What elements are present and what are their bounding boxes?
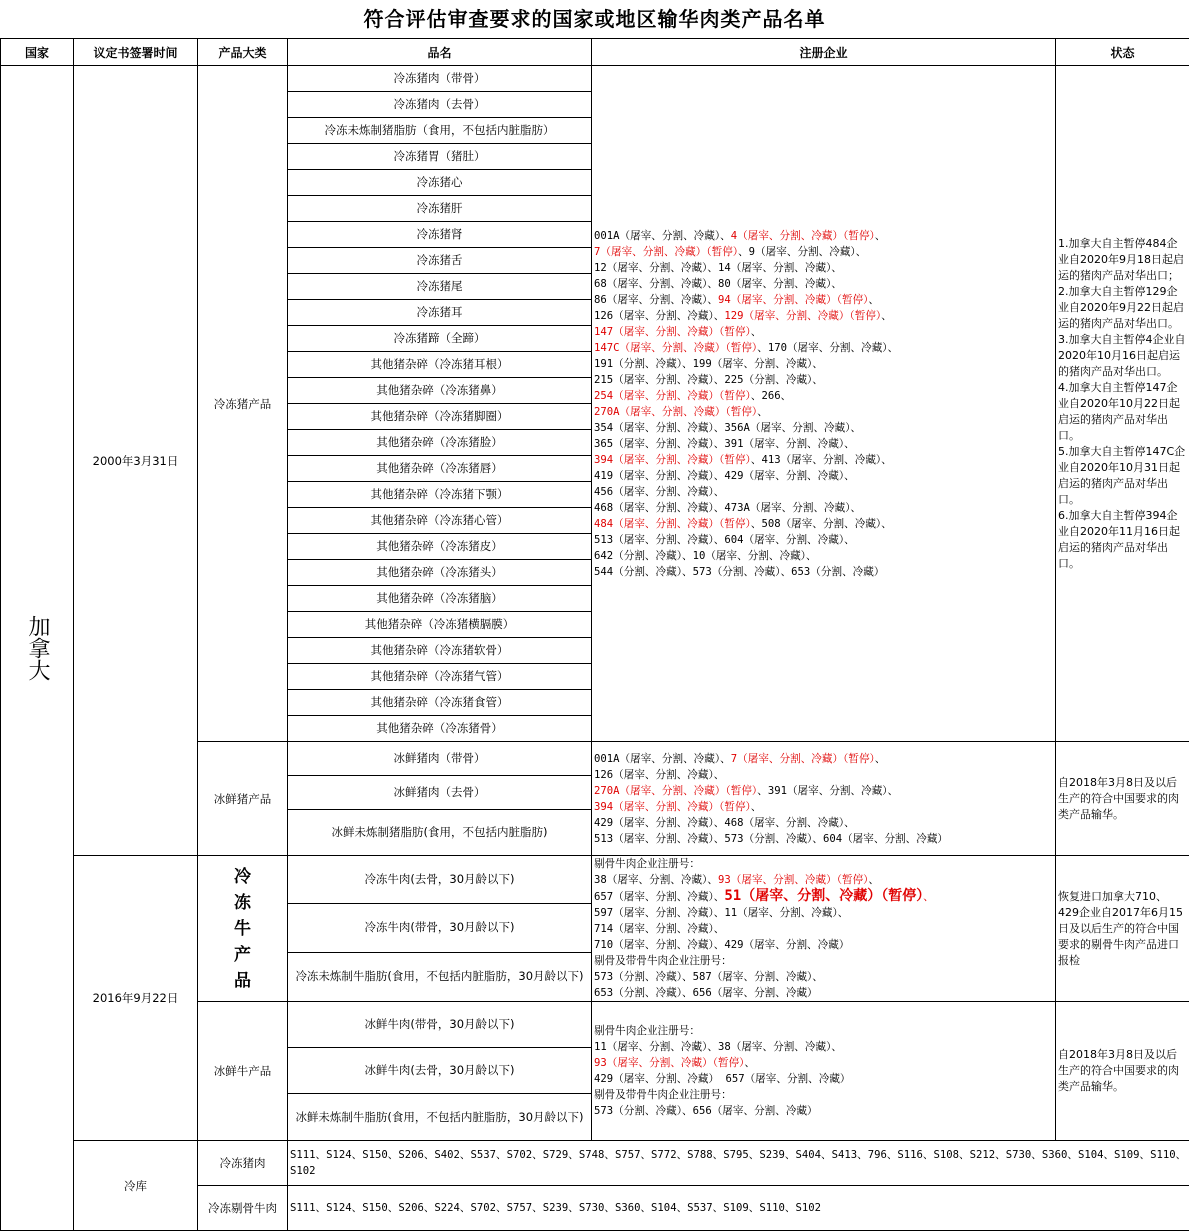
- product-name: 冷冻牛肉(带骨，30月龄以下): [288, 904, 592, 952]
- table-row: [1, 1141, 1189, 1186]
- enterprise-text: 、: [750, 800, 762, 813]
- enterprise-line: [594, 1087, 1053, 1103]
- cold-storage-beef-label: 冷冻剔骨牛肉: [198, 1186, 288, 1231]
- table-row: [1, 66, 1189, 92]
- enterprise-text: 191（分割、冷藏）、199（屠宰、分割、冷藏）、: [594, 357, 823, 370]
- product-name: 其他猪杂碎（冷冻猪脸）: [288, 430, 592, 456]
- product-category-vertical: 冷冻牛产品: [234, 866, 251, 991]
- enterprise-text: 429（屠宰、分割、冷藏） 657（屠宰、分割、冷藏）: [594, 1073, 851, 1085]
- enterprise-text: 、: [874, 752, 886, 765]
- product-name: 冷冻猪蹄（全蹄）: [288, 326, 592, 352]
- status-text: 自2018年3月8日及以后生产的符合中国要求的肉类产品输华。: [1058, 775, 1179, 821]
- header-category: 产品大类: [198, 39, 288, 66]
- enterprise-line: [594, 1039, 1053, 1055]
- enterprise-line: [594, 888, 1053, 905]
- product-name: 冷冻猪肉（去骨）: [288, 92, 592, 118]
- product-name: 其他猪杂碎（冷冻猪横膈膜）: [288, 612, 592, 638]
- suspended-enterprise: 94（屠宰、分割、冷藏）（暂停）: [718, 293, 869, 306]
- enterprise-text: 剔骨牛肉企业注册号：: [594, 1025, 700, 1037]
- enterprise-line: [594, 372, 1053, 388]
- product-name: 其他猪杂碎（冷冻猪皮）: [288, 534, 592, 560]
- product-name: 冷冻牛肉(去骨，30月龄以下): [288, 856, 592, 904]
- enterprise-line: [594, 985, 1053, 1001]
- enterprise-text: 68（屠宰、分割、冷藏）、80（屠宰、分割、冷藏）、: [594, 277, 842, 290]
- status-text: 1.加拿大自主暂停484企业自2020年9月18日起启运的猪肉产品对华出口； 2.加拿大自主暂停129企业自2020年9月22日起启运的猪肉产品对华出口。 3.加拿大自主暂停4企业自2020年10月16日起启运的猪肉产品对华出口。 4.加拿大自主暂停147企业自2020年10月22日起启运的猪肉产品对华出口。 5.加拿大自主暂停147C企业自2020年10月31日起启运的猪肉产品对华出口。 6.加拿大自主暂停394企业自2020年11月16日起启运的猪肉产品对华出口。: [1058, 236, 1186, 570]
- header-enterprise: 注册企业: [592, 39, 1056, 66]
- enterprise-line: [594, 1055, 1053, 1071]
- suspended-enterprise: 7（屠宰、分割、冷藏）（暂停）: [730, 752, 875, 765]
- product-name: 其他猪杂碎（冷冻猪唇）: [288, 456, 592, 482]
- product-name: 冷冻猪肝: [288, 196, 592, 222]
- enterprise-text: 456（屠宰、分割、冷藏）、: [594, 485, 725, 498]
- status-note: [1056, 1002, 1189, 1141]
- enterprise-text: 544（分割、冷藏）、573（分割、冷藏）、653（分割、冷藏）: [594, 565, 885, 578]
- product-name: 冰鲜未炼制猪脂肪(食用，不包括内脏脂肪): [288, 810, 592, 856]
- page-title: 符合评估审查要求的国家或地区输华肉类产品名单: [363, 7, 826, 31]
- enterprise-text: 468（屠宰、分割、冷藏）、473A（屠宰、分割、冷藏）、: [594, 501, 862, 514]
- enterprise-text: 、: [757, 405, 768, 418]
- enterprise-text: 714（屠宰、分割、冷藏）、: [594, 923, 725, 935]
- product-name: 冰鲜牛肉(带骨，30月龄以下): [288, 1002, 592, 1048]
- enterprise-line: [594, 783, 1053, 799]
- enterprise-text: 365（屠宰、分割、冷藏）、391（屠宰、分割、冷藏）、: [594, 437, 855, 450]
- product-category: 冰鲜猪产品: [198, 742, 288, 856]
- enterprise-line: [594, 436, 1053, 452]
- enterprise-line: [594, 276, 1053, 292]
- enterprise-text: 、266、: [750, 389, 792, 402]
- product-name: 冷冻未炼制牛脂肪(食用，不包括内脏脂肪，30月龄以下): [288, 952, 592, 1001]
- enterprise-line: [594, 905, 1053, 921]
- suspended-enterprise: 4（屠宰、分割、冷藏）（暂停）: [730, 229, 875, 242]
- status-text: 恢复进口加拿大710、429企业自2017年6月15日及以后生产的符合中国要求的剔骨牛肉产品进口报检: [1058, 889, 1183, 967]
- suspended-enterprise: 7（屠宰、分割、冷藏）（暂停）: [594, 245, 739, 258]
- product-name: 其他猪杂碎（冷冻猪脚圈）: [288, 404, 592, 430]
- enterprise-text: 710（屠宰、分割、冷藏）、429（屠宰、分割、冷藏）: [594, 939, 850, 951]
- enterprise-line: [594, 484, 1053, 500]
- enterprise-list: [592, 856, 1056, 1002]
- status-text: 自2018年3月8日及以后生产的符合中国要求的肉类产品输华。: [1058, 1048, 1179, 1093]
- product-name: 冷冻未炼制猪脂肪（食用，不包括内脏脂肪）: [288, 118, 592, 144]
- suspended-enterprise: 270A（屠宰、分割、冷藏）（暂停）: [594, 784, 758, 797]
- suspended-enterprise: 93（屠宰、分割、冷藏）（暂停）: [594, 1057, 745, 1069]
- header-product-name: 品名: [288, 39, 592, 66]
- header-sign-date: 议定书签署时间: [74, 39, 198, 66]
- suspended-enterprise: 129（屠宰、分割、冷藏）（暂停）: [724, 309, 882, 322]
- enterprise-line: [594, 228, 1053, 244]
- enterprise-line: [594, 532, 1053, 548]
- enterprise-text: 653（分割、冷藏）、656（屠宰、分割、冷藏）: [594, 987, 818, 999]
- product-category: [198, 856, 288, 1002]
- cold-storage-pork-label: 冷冻猪肉: [198, 1141, 288, 1186]
- suspended-enterprise: 394（屠宰、分割、冷藏）（暂停）: [594, 453, 751, 466]
- suspended-enterprise: 147（屠宰、分割、冷藏）（暂停）: [594, 325, 751, 338]
- meat-product-table: [0, 38, 1189, 1231]
- country-name: 加拿大: [25, 615, 50, 681]
- cold-storage-label: 冷库: [74, 1141, 198, 1231]
- product-name: 其他猪杂碎（冷冻猪头）: [288, 560, 592, 586]
- enterprise-text: 354（屠宰、分割、冷藏）、356A（屠宰、分割、冷藏）、: [594, 421, 862, 434]
- enterprise-line: [594, 856, 1053, 872]
- product-name: 其他猪杂碎（冷冻猪心管）: [288, 508, 592, 534]
- enterprise-line: [594, 751, 1053, 767]
- enterprise-list: [592, 742, 1056, 856]
- suspended-enterprise: 147C（屠宰、分割、冷藏）（暂停）: [594, 341, 758, 354]
- status-note: [1056, 66, 1189, 742]
- enterprise-text: 597（屠宰、分割、冷藏）、11（屠宰、分割、冷藏）、: [594, 907, 849, 919]
- enterprise-line: [594, 308, 1053, 324]
- enterprise-line: [594, 500, 1053, 516]
- enterprise-text: 、: [874, 229, 886, 242]
- status-note: [1056, 742, 1189, 856]
- enterprise-text: 、: [881, 309, 892, 322]
- enterprise-line: [594, 937, 1053, 953]
- enterprise-text: 419（屠宰、分割、冷藏）、429（屠宰、分割、冷藏）、: [594, 469, 855, 482]
- enterprise-text: 剔骨及带骨牛肉企业注册号：: [594, 955, 732, 967]
- header-country: 国家: [1, 39, 74, 66]
- suspended-enterprise: 270A（屠宰、分割、冷藏）（暂停）: [594, 405, 758, 418]
- product-name: 其他猪杂碎（冷冻猪气管）: [288, 664, 592, 690]
- enterprise-text: 642（分割、冷藏）、10（屠宰、分割、冷藏）、: [594, 549, 817, 562]
- enterprise-text: 429（屠宰、分割、冷藏）、468（屠宰、分割、冷藏）、: [594, 816, 855, 829]
- enterprise-text: 、391（屠宰、分割、冷藏）、: [757, 784, 899, 797]
- enterprise-text: 12（屠宰、分割、冷藏）、14（屠宰、分割、冷藏）、: [594, 261, 842, 274]
- enterprise-line: [594, 1071, 1053, 1087]
- enterprise-text: 573（分割、冷藏）、587（屠宰、分割、冷藏）、: [594, 971, 823, 983]
- enterprise-line: [594, 420, 1053, 436]
- product-name: 冰鲜猪肉（带骨）: [288, 742, 592, 776]
- product-name: 冷冻猪舌: [288, 248, 592, 274]
- product-name: 冰鲜牛肉(去骨，30月龄以下): [288, 1048, 592, 1094]
- enterprise-line: [594, 969, 1053, 985]
- enterprise-text: 、: [868, 874, 880, 886]
- enterprise-text: 126（屠宰、分割、冷藏）、: [594, 768, 725, 781]
- enterprise-line: [594, 244, 1053, 260]
- enterprise-text: 126（屠宰、分割、冷藏）、: [594, 309, 725, 322]
- suspended-enterprise: 394（屠宰、分割、冷藏）（暂停）: [594, 800, 751, 813]
- status-note: [1056, 856, 1189, 1002]
- enterprise-text: 38（屠宰、分割、冷藏）、: [594, 874, 718, 886]
- enterprise-text: 513（屠宰、分割、冷藏）、573（分割、冷藏）、604（屠宰、分割、冷藏）: [594, 832, 949, 845]
- enterprise-list: [592, 66, 1056, 742]
- enterprise-line: [594, 1103, 1053, 1119]
- product-name: 冷冻猪胃（猪肚）: [288, 144, 592, 170]
- product-name: 冷冻猪肾: [288, 222, 592, 248]
- country-cell: [1, 66, 74, 1231]
- enterprise-line: [594, 324, 1053, 340]
- enterprise-line: [594, 815, 1053, 831]
- suspended-enterprise: 484（屠宰、分割、冷藏）（暂停）: [594, 517, 751, 530]
- enterprise-text: 、: [744, 1057, 756, 1069]
- enterprise-line: [594, 921, 1053, 937]
- enterprise-text: 86（屠宰、分割、冷藏）、: [594, 293, 718, 306]
- product-name: 冷冻猪尾: [288, 274, 592, 300]
- product-name: 其他猪杂碎（冷冻猪脑）: [288, 586, 592, 612]
- enterprise-text: 513（屠宰、分割、冷藏）、604（屠宰、分割、冷藏）、: [594, 533, 855, 546]
- product-name: 冰鲜未炼制牛脂肪(食用，不包括内脏脂肪，30月龄以下): [288, 1094, 592, 1141]
- enterprise-text: 11（屠宰、分割、冷藏）、38（屠宰、分割、冷藏）、: [594, 1041, 842, 1053]
- product-name: 其他猪杂碎（冷冻猪耳根）: [288, 352, 592, 378]
- enterprise-list: [592, 1002, 1056, 1141]
- enterprise-line: [594, 831, 1053, 847]
- cold-storage-pork-list: S111、S124、S150、S206、S402、S537、S702、S729、S748、S757、S772、S788、S795、S239、S404、S413、796、S116、S108、S212、S730、S360、S104、S109、S110、S102: [288, 1141, 1189, 1186]
- enterprise-line: [594, 767, 1053, 783]
- product-category: 冷冻猪产品: [198, 66, 288, 742]
- table-header-row: [1, 39, 1189, 66]
- enterprise-text: 、: [868, 293, 880, 306]
- enterprise-text: 、170（屠宰、分割、冷藏）、: [757, 341, 899, 354]
- product-name: 冰鲜猪肉（去骨）: [288, 776, 592, 810]
- enterprise-text: 、413（屠宰、分割、冷藏）、: [750, 453, 892, 466]
- enterprise-text: 剔骨牛肉企业注册号：: [594, 858, 700, 870]
- sign-date: 2000年3月31日: [74, 66, 198, 856]
- product-name: 其他猪杂碎（冷冻猪软骨）: [288, 638, 592, 664]
- product-name: 其他猪杂碎（冷冻猪骨）: [288, 716, 592, 742]
- product-name: 其他猪杂碎（冷冻猪鼻）: [288, 378, 592, 404]
- enterprise-line: [594, 468, 1053, 484]
- suspended-enterprise: 254（屠宰、分割、冷藏）（暂停）: [594, 389, 751, 402]
- product-name: 冷冻猪肉（带骨）: [288, 66, 592, 92]
- product-name: 其他猪杂碎（冷冻猪下颚）: [288, 482, 592, 508]
- enterprise-line: [594, 564, 1053, 580]
- enterprise-text: 剔骨及带骨牛肉企业注册号：: [594, 1089, 732, 1101]
- enterprise-line: [594, 872, 1053, 888]
- enterprise-line: [594, 799, 1053, 815]
- enterprise-line: [594, 404, 1053, 420]
- enterprise-text: 001A（屠宰、分割、冷藏）、: [594, 229, 731, 242]
- suspended-enterprise: 51（屠宰、分割、冷藏）（暂停）: [724, 888, 924, 904]
- enterprise-line: [594, 1023, 1053, 1039]
- enterprise-text: 、508（屠宰、分割、冷藏）、: [750, 517, 892, 530]
- enterprise-line: [594, 292, 1053, 308]
- enterprise-line: [594, 260, 1053, 276]
- enterprise-line: [594, 340, 1053, 356]
- table-row: [1, 856, 1189, 904]
- product-name: 冷冻猪耳: [288, 300, 592, 326]
- enterprise-line: [594, 953, 1053, 969]
- enterprise-text: 001A（屠宰、分割、冷藏）、: [594, 752, 731, 765]
- enterprise-line: [594, 516, 1053, 532]
- product-category: 冰鲜牛产品: [198, 1002, 288, 1141]
- enterprise-line: [594, 356, 1053, 372]
- enterprise-line: [594, 388, 1053, 404]
- enterprise-text: 、9（屠宰、分割、冷藏）、: [738, 245, 867, 258]
- enterprise-line: [594, 452, 1053, 468]
- cold-storage-beef-list: S111、S124、S150、S206、S224、S702、S757、S239、S730、S360、S104、S537、S109、S110、S102: [288, 1186, 1189, 1231]
- enterprise-text: 、: [750, 325, 762, 338]
- suspended-enterprise: 、: [923, 891, 934, 903]
- enterprise-line: [594, 548, 1053, 564]
- product-name: 冷冻猪心: [288, 170, 592, 196]
- header-status: 状态: [1056, 39, 1189, 66]
- enterprise-text: 657（屠宰、分割、冷藏）、: [594, 891, 725, 903]
- product-name: 其他猪杂碎（冷冻猪食管）: [288, 690, 592, 716]
- sign-date: 2016年9月22日: [74, 856, 198, 1141]
- enterprise-text: 215（屠宰、分割、冷藏）、225（分割、冷藏）、: [594, 373, 823, 386]
- suspended-enterprise: 93（屠宰、分割、冷藏）（暂停）: [718, 874, 869, 886]
- enterprise-text: 573（分割、冷藏）、656（屠宰、分割、冷藏）: [594, 1105, 818, 1117]
